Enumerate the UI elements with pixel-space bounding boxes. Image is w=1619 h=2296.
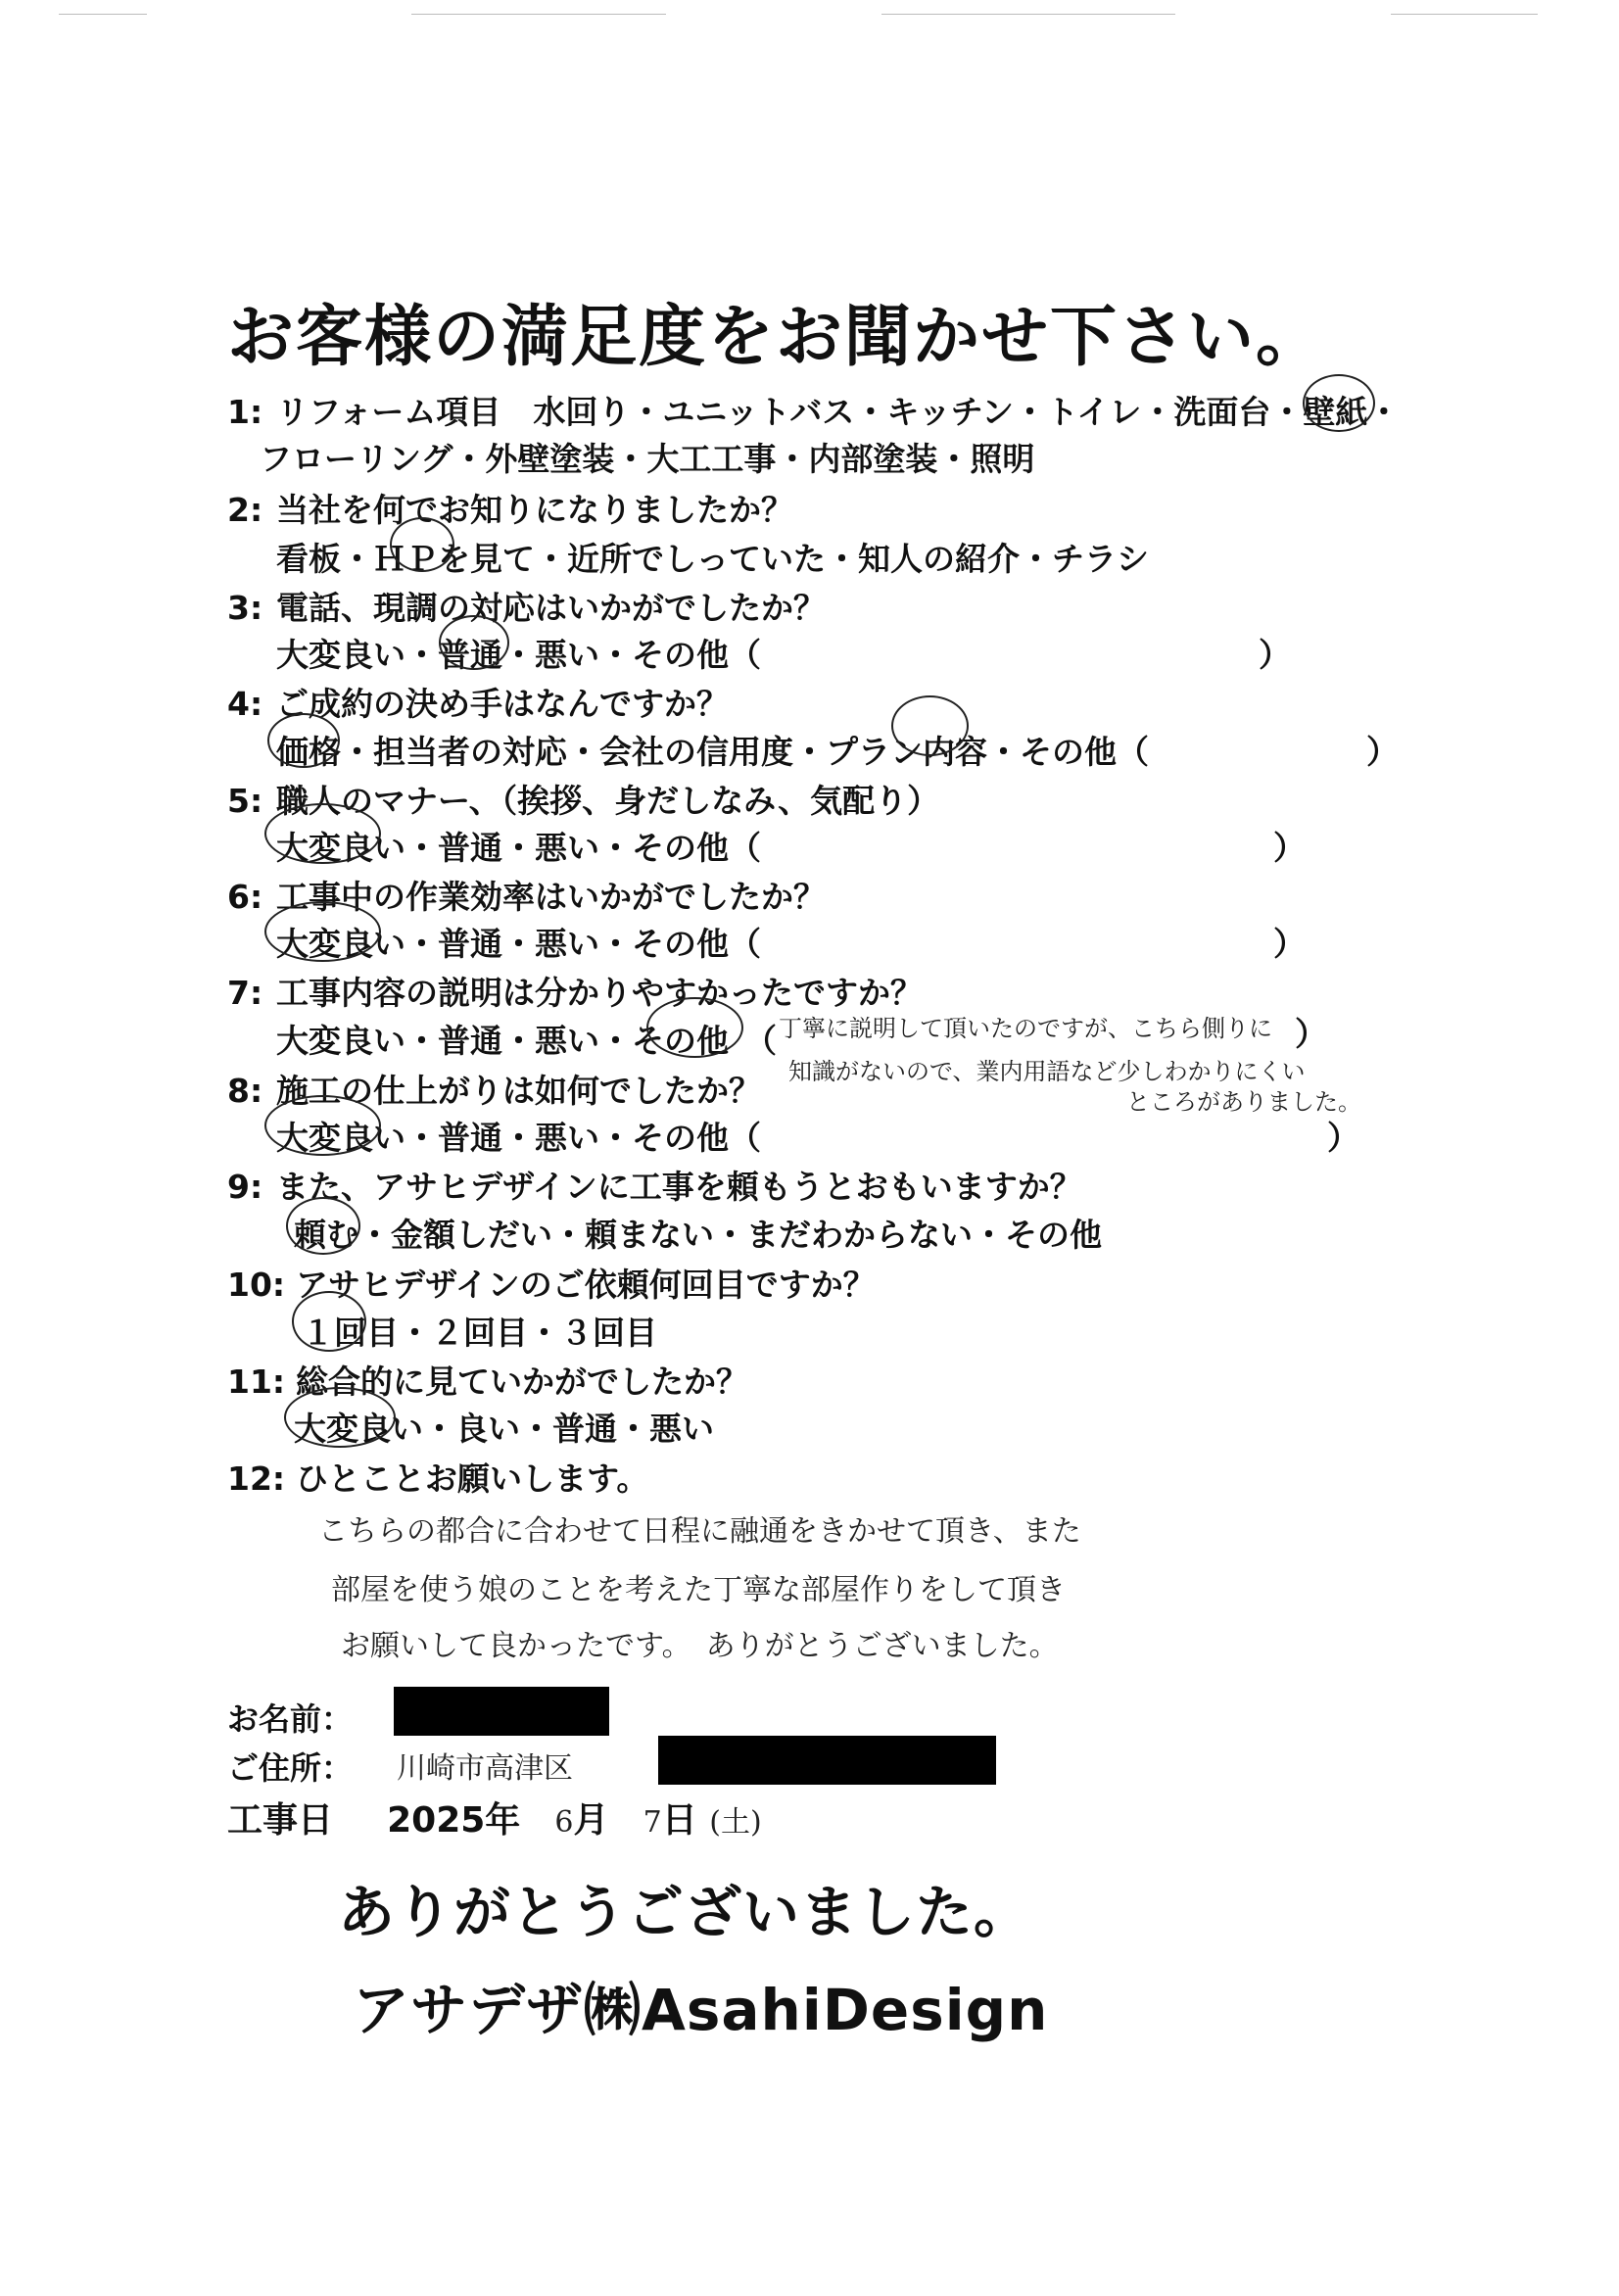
selection-circle xyxy=(292,1291,366,1352)
address-label: ご住所： xyxy=(227,1749,354,1787)
paren-open: （ xyxy=(744,1022,777,1060)
handwritten-note: 知識がないので、業内用語など少しわかりにくい xyxy=(788,1058,1306,1085)
selection-circle xyxy=(646,997,743,1058)
date-day-unit: 日 xyxy=(661,1800,697,1841)
question-text: 総合的に見ていかがでしたか？ xyxy=(296,1363,748,1401)
selection-circle xyxy=(891,695,969,756)
date-month-unit: 月 xyxy=(573,1800,609,1841)
address-value: 川崎市高津区 xyxy=(397,1751,573,1786)
question-text: 電話、現調の対応はいかがでしたか？ xyxy=(276,589,826,627)
selection-circle xyxy=(264,901,381,962)
question-number: 8: xyxy=(227,1072,263,1110)
question-number: 6: xyxy=(227,878,263,916)
question-text: リフォーム項目 水回り・ユニットバス・キッチン・トイレ・洗面台・壁紙・ xyxy=(276,393,1401,431)
thanks-message: ありがとうございました。 xyxy=(338,1879,1032,1945)
question-7-options: 大変良い・普通・悪い・その他 xyxy=(276,1022,729,1060)
paren-close: ） xyxy=(1366,733,1399,771)
question-5-options: 大変良い・普通・悪い・その他（ xyxy=(276,829,761,867)
name-label: お名前： xyxy=(227,1700,354,1738)
question-number: 2: xyxy=(227,491,263,529)
date-label: 工事日 xyxy=(227,1800,334,1841)
scan-artifact xyxy=(1391,14,1538,15)
question-text: 施工の仕上がりは如何でしたか？ xyxy=(276,1072,761,1110)
scan-artifact xyxy=(411,14,666,15)
question-9-options: 頼む・金額しだい・頼まない・まだわからない・その他 xyxy=(294,1216,1102,1254)
date-month: 6 xyxy=(554,1805,574,1840)
selection-circle xyxy=(264,803,381,864)
selection-circle xyxy=(1303,374,1375,432)
question-number: 1: xyxy=(227,393,263,431)
handwritten-note: ところがありました。 xyxy=(1126,1088,1361,1116)
selection-circle xyxy=(264,1095,381,1156)
date-weekday: (土) xyxy=(709,1805,762,1840)
question-7 xyxy=(227,968,923,1014)
question-11-options: 大変良い・良い・普通・悪い xyxy=(294,1410,714,1448)
comment-line-2: 部屋を使う娘のことを考えた丁寧な部屋作りをして頂き xyxy=(331,1573,1066,1607)
question-1 xyxy=(227,387,1400,433)
paren-close: ） xyxy=(1259,636,1291,674)
question-1-line2: フローリング・外壁塗装・大工工事・内部塗装・照明 xyxy=(260,440,1035,478)
question-10-options: １回目・２回目・３回目 xyxy=(302,1314,657,1352)
comment-line-3: お願いして良かったです。 ありがとうございました。 xyxy=(341,1629,1059,1663)
question-text: 工事内容の説明は分かりやすかったですか？ xyxy=(276,974,923,1012)
selection-circle xyxy=(286,1197,360,1255)
question-number: 4: xyxy=(227,685,263,723)
question-9 xyxy=(227,1162,1082,1208)
paren-close: ） xyxy=(1273,829,1306,867)
question-text: 当社を何でお知りになりましたか？ xyxy=(276,491,793,529)
selection-circle xyxy=(284,1387,396,1448)
scan-artifact xyxy=(881,14,1175,15)
question-text: ご成約の決め手はなんですか？ xyxy=(276,685,729,723)
question-number: 12: xyxy=(227,1459,286,1498)
question-2-options: 看板・ＨＰを見て・近所でしっていた・知人の紹介・チラシ xyxy=(276,540,1149,578)
question-text: また、アサヒデザインに工事を頼もうとおもいますか？ xyxy=(276,1168,1082,1206)
date-year: 2025年 xyxy=(387,1800,521,1841)
paren-close: ） xyxy=(1273,925,1306,963)
question-6-options: 大変良い・普通・悪い・その他（ xyxy=(276,925,761,963)
question-8-options: 大変良い・普通・悪い・その他（ xyxy=(276,1119,761,1157)
comment-line-1: こちらの都合に合わせて日程に融通をきかせて頂き、また xyxy=(318,1514,1081,1549)
selection-circle xyxy=(390,517,454,572)
handwritten-note: 丁寧に説明して頂いたのですが、こちら側りに xyxy=(779,1015,1272,1042)
date-row xyxy=(227,1793,762,1842)
question-text: ひとことお願いします。 xyxy=(296,1459,649,1498)
question-text: 工事中の作業効率はいかがでしたか？ xyxy=(276,878,826,916)
question-number: 11: xyxy=(227,1363,286,1401)
question-text: 職人のマナー、（挨拶、身だしなみ、気配り） xyxy=(276,782,940,820)
question-3-options: 大変良い・普通・悪い・その他（ xyxy=(276,636,761,674)
question-number: 5: xyxy=(227,782,263,820)
question-4-options: 価格・担当者の対応・会社の信用度・プラン内容・その他（ xyxy=(276,733,1149,771)
page-title: お客様の満足度をお聞かせ下さい。 xyxy=(227,299,1325,376)
paren-close: ） xyxy=(1295,1015,1327,1053)
selection-circle xyxy=(267,713,340,768)
scan-artifact xyxy=(59,14,147,15)
date-day: 7 xyxy=(643,1805,662,1840)
question-12 xyxy=(227,1454,648,1500)
question-number: 3: xyxy=(227,589,263,627)
question-number: 7: xyxy=(227,974,263,1012)
redaction-box xyxy=(394,1687,609,1736)
question-3 xyxy=(227,583,826,629)
question-number: 9: xyxy=(227,1168,263,1206)
question-number: 10: xyxy=(227,1266,286,1304)
selection-circle xyxy=(439,615,509,670)
redaction-box xyxy=(658,1736,996,1785)
question-text: アサヒデザインのご依頼何回目ですか？ xyxy=(296,1266,876,1304)
question-2 xyxy=(227,485,793,531)
paren-close: ） xyxy=(1327,1119,1359,1157)
company-name: アサデザ㈱AsahiDesign xyxy=(353,1977,1049,2043)
